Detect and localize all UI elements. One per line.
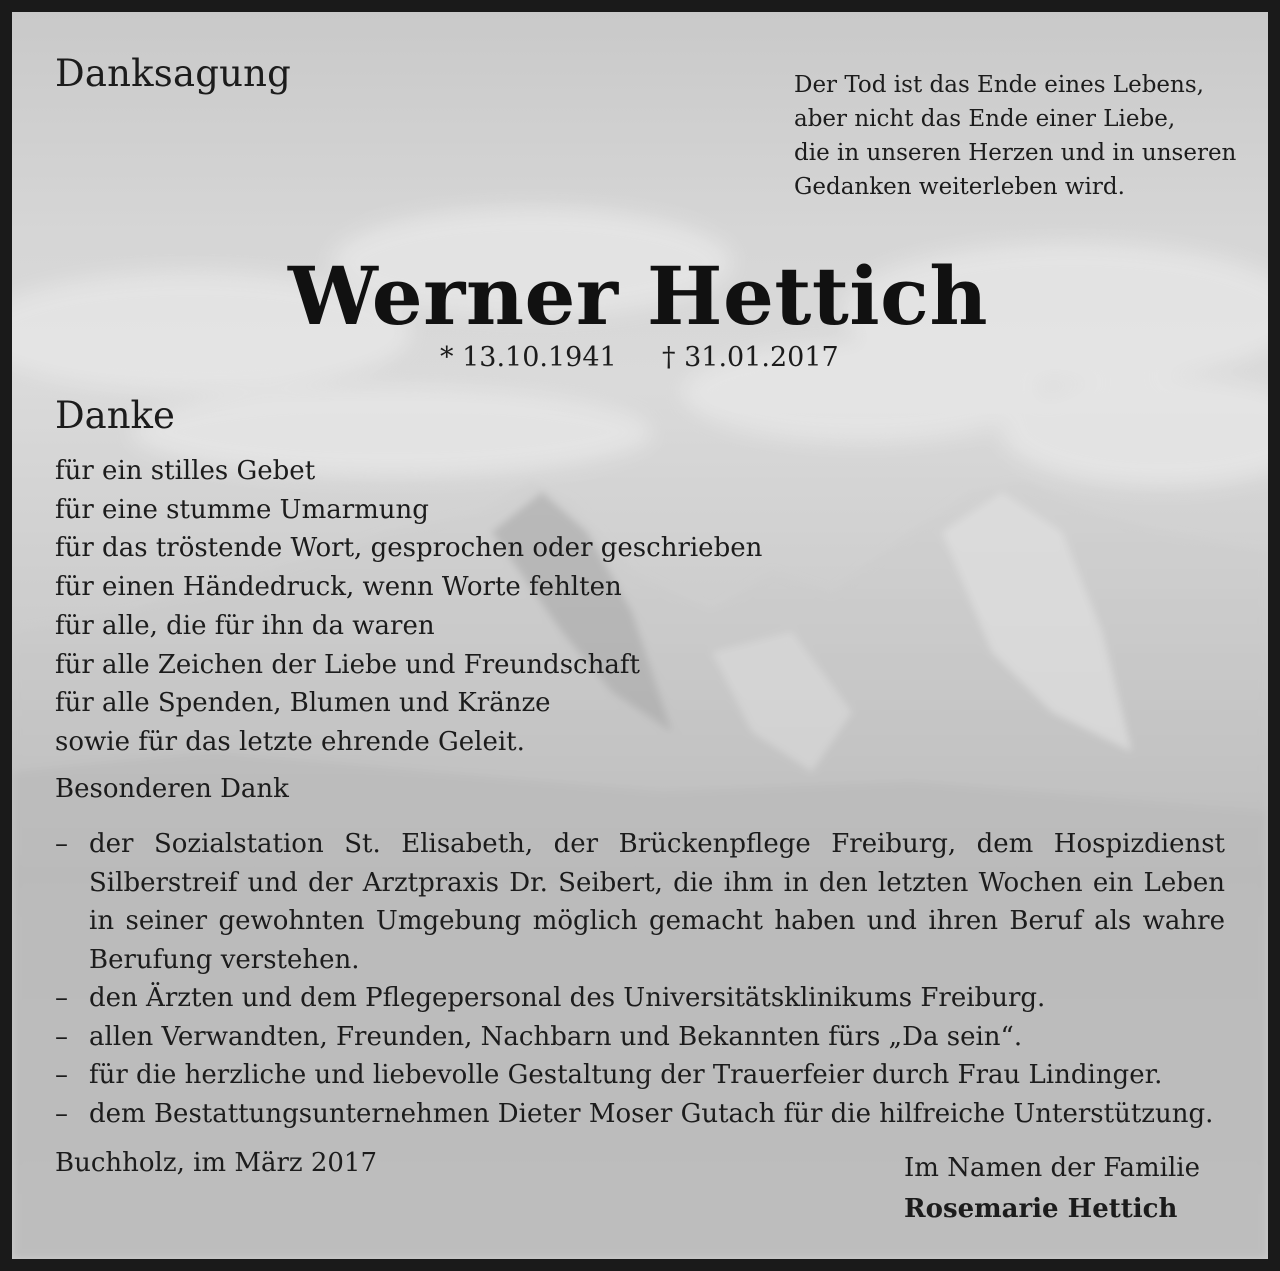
dash-bullet: – xyxy=(55,1021,68,1052)
special-thanks-text: der Sozialstation St. Elisabeth, der Brückenpflege Freiburg, dem Hospizdienst Silberstreif und der Arztpraxis Dr. Seibert, die ihm in den letzten Wochen ein Leben in seiner gewohnten Umgebung möglich gemacht haben und ihren Beruf als wahre Berufung verstehen. xyxy=(89,829,1225,975)
special-thanks-list xyxy=(55,825,1225,1133)
quote-line: Gedanken weiterleben wird. xyxy=(794,174,1125,200)
thanks-line: für alle Zeichen der Liebe und Freundschaft xyxy=(55,649,640,680)
deceased-name: Werner Hettich xyxy=(287,249,989,343)
special-thanks-text: den Ärzten und dem Pflegepersonal des Universitätsklinikums Freiburg. xyxy=(89,983,1046,1013)
dash-bullet: – xyxy=(55,1060,68,1090)
thanks-line: für ein stilles Gebet xyxy=(55,456,316,486)
special-thanks-text: allen Verwandten, Freunden, Nachbarn und Bekannten fürs „Da sein“. xyxy=(89,1021,1023,1052)
dash-bullet: – xyxy=(55,1098,68,1129)
signature-line: Im Namen der Familie xyxy=(904,1153,1200,1183)
special-thanks-item xyxy=(55,979,1225,1018)
special-thanks-item xyxy=(55,1056,1225,1095)
thanks-heading: Danke xyxy=(55,394,175,437)
obituary-notice xyxy=(12,12,1268,1259)
thanks-line: für das tröstende Wort, gesprochen oder geschrieben xyxy=(55,533,763,564)
thanks-line: sowie für das letzte ehrende Geleit. xyxy=(55,726,525,757)
quote-block xyxy=(794,68,1254,204)
special-thanks-item xyxy=(55,1018,1225,1057)
death-date: † 31.01.2017 xyxy=(662,342,839,373)
thanks-line: für eine stumme Umarmung xyxy=(55,494,429,525)
thanks-line: für alle, die für ihn da waren xyxy=(55,610,435,641)
quote-line: aber nicht das Ende einer Liebe, xyxy=(794,106,1176,132)
signature-name: Rosemarie Hettich xyxy=(904,1194,1178,1224)
special-thanks-item xyxy=(55,1095,1225,1134)
notice-heading: Danksagung xyxy=(55,52,292,95)
birth-date: * 13.10.1941 xyxy=(440,342,617,373)
quote-line: die in unseren Herzen und in unseren xyxy=(794,140,1237,166)
dash-bullet: – xyxy=(55,983,68,1013)
thanks-line: für einen Händedruck, wenn Worte fehlten xyxy=(55,572,622,603)
signature-block xyxy=(904,1148,1200,1230)
special-thanks-heading: Besonderen Dank xyxy=(55,774,289,804)
special-thanks-item xyxy=(55,825,1225,979)
place-date: Buchholz, im März 2017 xyxy=(55,1148,378,1178)
thanks-line: für alle Spenden, Blumen und Kränze xyxy=(55,688,551,719)
dash-bullet: – xyxy=(55,829,68,859)
special-thanks-text: dem Bestattungsunternehmen Dieter Moser Gutach für die hilfreiche Unterstützung. xyxy=(89,1098,1214,1129)
thanks-list xyxy=(55,452,762,762)
special-thanks-text: für die herzliche und liebevolle Gestaltung der Trauerfeier durch Frau Lindinger. xyxy=(89,1060,1163,1090)
quote-line: Der Tod ist das Ende eines Lebens, xyxy=(794,72,1204,98)
